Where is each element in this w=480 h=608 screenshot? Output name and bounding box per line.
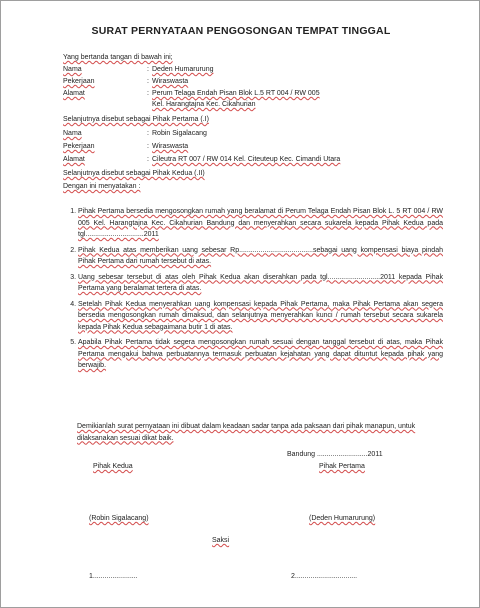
party2-address-line1: Cileutra RT 007 / RW 014 Kel. Citeuteup Kec. Cimandi Utara (152, 156, 341, 163)
colon: : (147, 156, 149, 163)
party2-designation: Selanjutnya disebut sebagai Pihak Kedua (.II) (63, 170, 205, 177)
party2-name-label: Nama (63, 130, 82, 137)
party2-address-label: Alamat (63, 156, 85, 163)
signatory-left-title: Pihak Kedua (93, 463, 133, 470)
party1-address-label: Alamat (63, 90, 85, 97)
party2-name-value: Robin Sigalacang (152, 130, 207, 137)
colon: : (147, 90, 149, 97)
party2-job-label: Pekerjaan (63, 143, 95, 150)
document-title: SURAT PERNYATAAN PENGOSONGAN TEMPAT TINGGAL (91, 25, 391, 37)
signatory-right-name: (Deden Humarurung) (309, 515, 376, 522)
party1-designation: Selanjutnya disebut sebagai Pihak Pertama (.I) (63, 116, 209, 123)
declaration-heading: Dengan ini menyatakan : (63, 183, 141, 190)
statement-item: 3. Uang sebesar tersebut di atas oleh Pihak Kedua akan diserahkan pada tgl...........................2011 kepada Pihak Pertama yang beralamat tertera di atas. (78, 272, 443, 295)
statement-item: 5. Apabila Pihak Pertama tidak segera mengosongkan rumah sesuai dengan tanggal tersebut di atas, maka Pihak Pertama mengakui bahwa perbuatannya termasuk perbuatan kejahatan yang dapat dituntut kepada pihak yang berwajib. (78, 337, 443, 372)
colon: : (147, 143, 149, 150)
statement-item: 4. Setelah Pihak Kedua menyerahkan uang kompensasi kepada Pihak Pertama, maka Pihak Pertama akan segera bersedia mengosongkan rumah dimaksud, dan selanjutnya menyerahkan kunci / rumah tersebut secara sukarela kepada Pihak Kedua sebagaimana butir 1 di atas. (78, 299, 443, 334)
statement-list (63, 206, 443, 376)
party1-job-value: Wiraswasta (152, 78, 189, 85)
party1-address-line1: Perum Telaga Endah Pisan Blok L.5 RT 004 / RW 005 (152, 90, 320, 97)
place-date: Bandung ..........................2011 (287, 451, 383, 458)
party2-job-value: Wiraswasta (152, 143, 189, 150)
signatory-right-title: Pihak Pertama (319, 463, 365, 470)
party1-name-value: Deden Humarurung (152, 66, 214, 73)
closing-paragraph: Demikianlah surat pernyataan ini dibuat dalam keadaan sadar tanpa ada paksaan dari pihak manapun, untuk dilaksanakan sesuai dikat baik. (77, 423, 416, 442)
party1-job-label: Pekerjaan (63, 78, 95, 85)
party1-name-label: Nama (63, 66, 82, 73)
party1-address-line2: Kel. Harangtajna Kec. Cikahurian (152, 101, 256, 108)
witness-1-line: 1....................... (89, 573, 138, 580)
witness-2-line: 2................................ (291, 573, 358, 580)
statement-item: 2. Pihak Kedua atas memberikan uang sebesar Rp......................................sebagai uang kompensasi biaya pindah Pihak Pertama dari rumah tersebut di atas. (78, 245, 443, 268)
colon: : (147, 130, 149, 137)
signatory-left-name: (Robin Sigalacang) (89, 515, 149, 522)
witness-title: Saksi (212, 537, 230, 544)
colon: : (147, 78, 149, 85)
statement-item: 1. Pihak Pertama bersedia mengosongkan rumah yang beralamat di Perum Telaga Endah Pisan Blok L. 5 RT 004 / RW 005 Kel. Harangtajna Kec. Cikahurian Bandung dan menyerahkan secara sukarela kepada Pihak Kedua pada tgl..............................2011 (78, 206, 443, 241)
colon: : (147, 66, 149, 73)
intro-text: Yang bertanda tangan di bawah ini; (63, 54, 173, 61)
